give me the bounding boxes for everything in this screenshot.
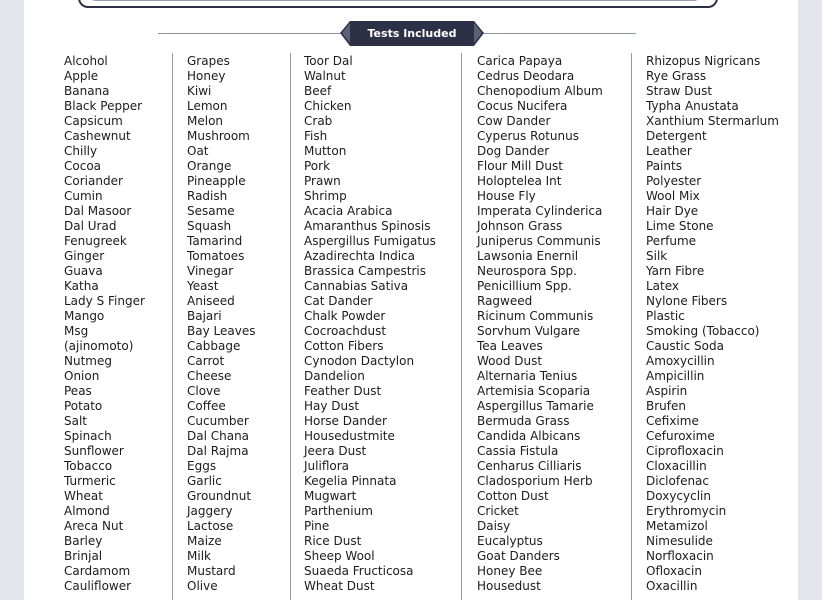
tests-column-3 bbox=[304, 54, 436, 594]
test-item: Sorvhum Vulgare bbox=[477, 324, 581, 338]
test-item: Chicken bbox=[304, 99, 352, 113]
test-item: Amoxycillin bbox=[646, 354, 715, 368]
test-item: Bermuda Grass bbox=[477, 414, 570, 428]
tests-column-2 bbox=[187, 54, 255, 594]
test-item: Turmeric bbox=[64, 474, 116, 488]
test-item: Pine bbox=[304, 519, 330, 533]
test-item: Salt bbox=[64, 414, 88, 428]
test-item: Capsicum bbox=[64, 114, 123, 128]
test-item: Rye Grass bbox=[646, 69, 707, 83]
column-divider bbox=[172, 53, 173, 600]
test-item: Horse Dander bbox=[304, 414, 387, 428]
test-item: Silk bbox=[646, 249, 668, 263]
test-item: Plastic bbox=[646, 309, 685, 323]
test-item: Perfume bbox=[646, 234, 697, 248]
test-item: Clove bbox=[187, 384, 221, 398]
test-item: Xanthium Stermarlum bbox=[646, 114, 779, 128]
test-item: Suaeda Fructicosa bbox=[304, 564, 414, 578]
test-item: Garlic bbox=[187, 474, 222, 488]
test-item: Guava bbox=[64, 264, 103, 278]
test-item: Ginger bbox=[64, 249, 105, 263]
test-item: Cucumber bbox=[187, 414, 249, 428]
test-item: Cat Dander bbox=[304, 294, 373, 308]
test-item: Cotton Fibers bbox=[304, 339, 384, 353]
test-item: Potato bbox=[64, 399, 103, 413]
test-item: Areca Nut bbox=[64, 519, 124, 533]
test-item: Mugwart bbox=[304, 489, 357, 503]
test-item: Aspergillus Tamarie bbox=[477, 399, 594, 413]
header-title: Tests Included bbox=[367, 27, 457, 40]
test-item: Yarn Fibre bbox=[646, 264, 705, 278]
test-item: Azadirechta Indica bbox=[304, 249, 415, 263]
test-item: Lady S Finger bbox=[64, 294, 145, 308]
test-item: Alternaria Tenius bbox=[477, 369, 578, 383]
test-item: Milk bbox=[187, 549, 211, 563]
test-item: Metamizol bbox=[646, 519, 708, 533]
test-item: Wheat bbox=[64, 489, 103, 503]
top-decorative-frame-inner bbox=[88, 0, 702, 1]
test-item: Almond bbox=[64, 504, 110, 518]
test-item: Mango bbox=[64, 309, 105, 323]
test-item: Latex bbox=[646, 279, 680, 293]
tests-column-5 bbox=[646, 54, 779, 594]
test-item: Feather Dust bbox=[304, 384, 382, 398]
test-item: Brufen bbox=[646, 399, 686, 413]
column-divider bbox=[290, 53, 291, 600]
test-item: Dal Rajma bbox=[187, 444, 249, 458]
test-item: Ampicillin bbox=[646, 369, 705, 383]
test-item: Ofloxacin bbox=[646, 564, 702, 578]
test-item: Onion bbox=[64, 369, 100, 383]
test-item: Hay Dust bbox=[304, 399, 360, 413]
test-item: Katha bbox=[64, 279, 99, 293]
test-item: Pork bbox=[304, 159, 331, 173]
test-item: Radish bbox=[187, 189, 228, 203]
test-item: Dog Dander bbox=[477, 144, 550, 158]
test-item: Carrot bbox=[187, 354, 225, 368]
test-item: Cefuroxime bbox=[646, 429, 715, 443]
test-item: Cauliflower bbox=[64, 579, 132, 593]
test-item: Cotton Dust bbox=[477, 489, 549, 503]
test-item: Oxacillin bbox=[646, 579, 698, 593]
test-item: Dal Chana bbox=[187, 429, 250, 443]
test-item: Cabbage bbox=[187, 339, 241, 353]
test-item: Cedrus Deodara bbox=[477, 69, 575, 83]
test-item: Black Pepper bbox=[64, 99, 143, 113]
test-item: Cloxacillin bbox=[646, 459, 707, 473]
test-item: Cocoa bbox=[64, 159, 102, 173]
test-item: Holoptelea Int bbox=[477, 174, 562, 188]
test-item: Pineapple bbox=[187, 174, 246, 188]
test-item: Rhizopus Nigricans bbox=[646, 54, 761, 68]
test-item: Fenugreek bbox=[64, 234, 127, 248]
test-item: Shrimp bbox=[304, 189, 347, 203]
test-item: Polyester bbox=[646, 174, 702, 188]
test-item: Bajari bbox=[187, 309, 222, 323]
test-item: Housedustmite bbox=[304, 429, 395, 443]
test-item: Mushroom bbox=[187, 129, 250, 143]
test-item: Eggs bbox=[187, 459, 217, 473]
test-item: Candida Albicans bbox=[477, 429, 581, 443]
test-item: Cow Dander bbox=[477, 114, 551, 128]
tests-column-1 bbox=[64, 54, 145, 594]
test-item: Kegelia Pinnata bbox=[304, 474, 397, 488]
test-item: Cenharus Cilliaris bbox=[477, 459, 582, 473]
test-item: Chenopodium Album bbox=[477, 84, 603, 98]
test-item: Straw Dust bbox=[646, 84, 713, 98]
test-item: Rice Dust bbox=[304, 534, 362, 548]
test-item: Housedust bbox=[477, 579, 541, 593]
test-item: Cashewnut bbox=[64, 129, 131, 143]
tests-included-header bbox=[340, 21, 484, 46]
test-item: Nimesulide bbox=[646, 534, 713, 548]
test-item: Wool Mix bbox=[646, 189, 700, 203]
test-item: Sesame bbox=[187, 204, 235, 218]
test-item: Cocroachdust bbox=[304, 324, 387, 338]
test-item: Jaggery bbox=[187, 504, 233, 518]
test-item: Cumin bbox=[64, 189, 103, 203]
test-item: Cannabias Sativa bbox=[304, 279, 409, 293]
tests-column-4 bbox=[477, 54, 603, 594]
test-item: Aspergillus Fumigatus bbox=[304, 234, 436, 248]
test-item: Cyperus Rotunus bbox=[477, 129, 579, 143]
test-item: Apple bbox=[64, 69, 99, 83]
test-item: Orange bbox=[187, 159, 232, 173]
test-item: Ragweed bbox=[477, 294, 533, 308]
test-item: Cardamom bbox=[64, 564, 131, 578]
test-item: Lactose bbox=[187, 519, 234, 533]
test-item: Crab bbox=[304, 114, 333, 128]
test-item: Mutton bbox=[304, 144, 347, 158]
test-item: Cricket bbox=[477, 504, 519, 518]
test-item: Cassia Fistula bbox=[477, 444, 559, 458]
test-item: Kiwi bbox=[187, 84, 212, 98]
test-item: Juliflora bbox=[304, 459, 349, 473]
test-item: Flour Mill Dust bbox=[477, 159, 563, 173]
test-item: (ajinomoto) bbox=[64, 339, 134, 353]
test-item: Mustard bbox=[187, 564, 236, 578]
test-item: Leather bbox=[646, 144, 692, 158]
test-item: Aniseed bbox=[187, 294, 235, 308]
test-item: Lawsonia Enernil bbox=[477, 249, 579, 263]
test-item: Honey bbox=[187, 69, 226, 83]
test-item: Dal Urad bbox=[64, 219, 117, 233]
test-item: Typha Anustata bbox=[646, 99, 739, 113]
top-decorative-frame bbox=[78, 0, 718, 8]
column-divider bbox=[631, 53, 632, 600]
test-item: Honey Bee bbox=[477, 564, 543, 578]
test-item: Erythromycin bbox=[646, 504, 727, 518]
test-item: Cefixime bbox=[646, 414, 699, 428]
test-item: Lemon bbox=[187, 99, 228, 113]
test-item: Imperata Cylinderica bbox=[477, 204, 603, 218]
test-item: Norfloxacin bbox=[646, 549, 714, 563]
test-item: Tobacco bbox=[64, 459, 113, 473]
test-item: Diclofenac bbox=[646, 474, 710, 488]
test-item: Wood Dust bbox=[477, 354, 543, 368]
header-rule-right bbox=[478, 33, 636, 34]
test-item: Beef bbox=[304, 84, 332, 98]
test-item: Walnut bbox=[304, 69, 346, 83]
test-item: Coriander bbox=[64, 174, 123, 188]
test-item: Barley bbox=[64, 534, 103, 548]
test-item: Carica Papaya bbox=[477, 54, 563, 68]
test-item: House Fly bbox=[477, 189, 536, 203]
test-item: Juniperus Communis bbox=[477, 234, 601, 248]
test-item: Cheese bbox=[187, 369, 232, 383]
test-item: Vinegar bbox=[187, 264, 234, 278]
test-item: Toor Dal bbox=[304, 54, 353, 68]
test-item: Parthenium bbox=[304, 504, 373, 518]
test-item: Wheat Dust bbox=[304, 579, 375, 593]
test-item: Oat bbox=[187, 144, 209, 158]
test-item: Squash bbox=[187, 219, 232, 233]
test-item: Johnson Grass bbox=[477, 219, 563, 233]
test-item: Brassica Campestris bbox=[304, 264, 427, 278]
test-item: Cladosporium Herb bbox=[477, 474, 593, 488]
test-item: Tomatoes bbox=[187, 249, 245, 263]
test-item: Ricinum Communis bbox=[477, 309, 594, 323]
column-divider bbox=[461, 53, 462, 600]
test-item: Maize bbox=[187, 534, 222, 548]
test-item: Msg bbox=[64, 324, 89, 338]
test-item: Artemisia Scoparia bbox=[477, 384, 591, 398]
test-item: Doxycyclin bbox=[646, 489, 711, 503]
test-item: Bay Leaves bbox=[187, 324, 256, 338]
test-item: Nutmeg bbox=[64, 354, 112, 368]
test-item: Nylone Fibers bbox=[646, 294, 728, 308]
test-item: Sheep Wool bbox=[304, 549, 375, 563]
test-item: Cynodon Dactylon bbox=[304, 354, 415, 368]
test-item: Ciprofloxacin bbox=[646, 444, 724, 458]
test-item: Tea Leaves bbox=[477, 339, 543, 353]
test-item: Smoking (Tobacco) bbox=[646, 324, 760, 338]
test-item: Penicillium Spp. bbox=[477, 279, 572, 293]
test-item: Coffee bbox=[187, 399, 226, 413]
test-item: Neurospora Spp. bbox=[477, 264, 577, 278]
test-item: Daisy bbox=[477, 519, 511, 533]
test-item: Lime Stone bbox=[646, 219, 714, 233]
test-item: Paints bbox=[646, 159, 682, 173]
test-item: Eucalyptus bbox=[477, 534, 543, 548]
test-item: Amaranthus Spinosis bbox=[304, 219, 431, 233]
test-item: Dandelion bbox=[304, 369, 365, 383]
test-item: Banana bbox=[64, 84, 110, 98]
test-item: Spinach bbox=[64, 429, 112, 443]
test-item: Aspirin bbox=[646, 384, 688, 398]
test-item: Detergent bbox=[646, 129, 707, 143]
test-item: Chilly bbox=[64, 144, 98, 158]
test-item: Fish bbox=[304, 129, 328, 143]
test-item: Groundnut bbox=[187, 489, 252, 503]
test-item: Goat Danders bbox=[477, 549, 560, 563]
test-item: Yeast bbox=[187, 279, 219, 293]
test-item: Olive bbox=[187, 579, 218, 593]
test-item: Chalk Powder bbox=[304, 309, 386, 323]
header-rule-left bbox=[158, 33, 348, 34]
test-item: Brinjal bbox=[64, 549, 103, 563]
test-item: Melon bbox=[187, 114, 224, 128]
test-item: Hair Dye bbox=[646, 204, 699, 218]
test-item: Alcohol bbox=[64, 54, 108, 68]
test-item: Caustic Soda bbox=[646, 339, 724, 353]
test-item: Peas bbox=[64, 384, 92, 398]
test-item: Sunflower bbox=[64, 444, 124, 458]
test-item: Jeera Dust bbox=[304, 444, 367, 458]
test-item: Cocus Nucifera bbox=[477, 99, 568, 113]
test-item: Acacia Arabica bbox=[304, 204, 393, 218]
test-item: Prawn bbox=[304, 174, 341, 188]
test-item: Grapes bbox=[187, 54, 230, 68]
test-item: Tamarind bbox=[187, 234, 243, 248]
test-item: Dal Masoor bbox=[64, 204, 132, 218]
